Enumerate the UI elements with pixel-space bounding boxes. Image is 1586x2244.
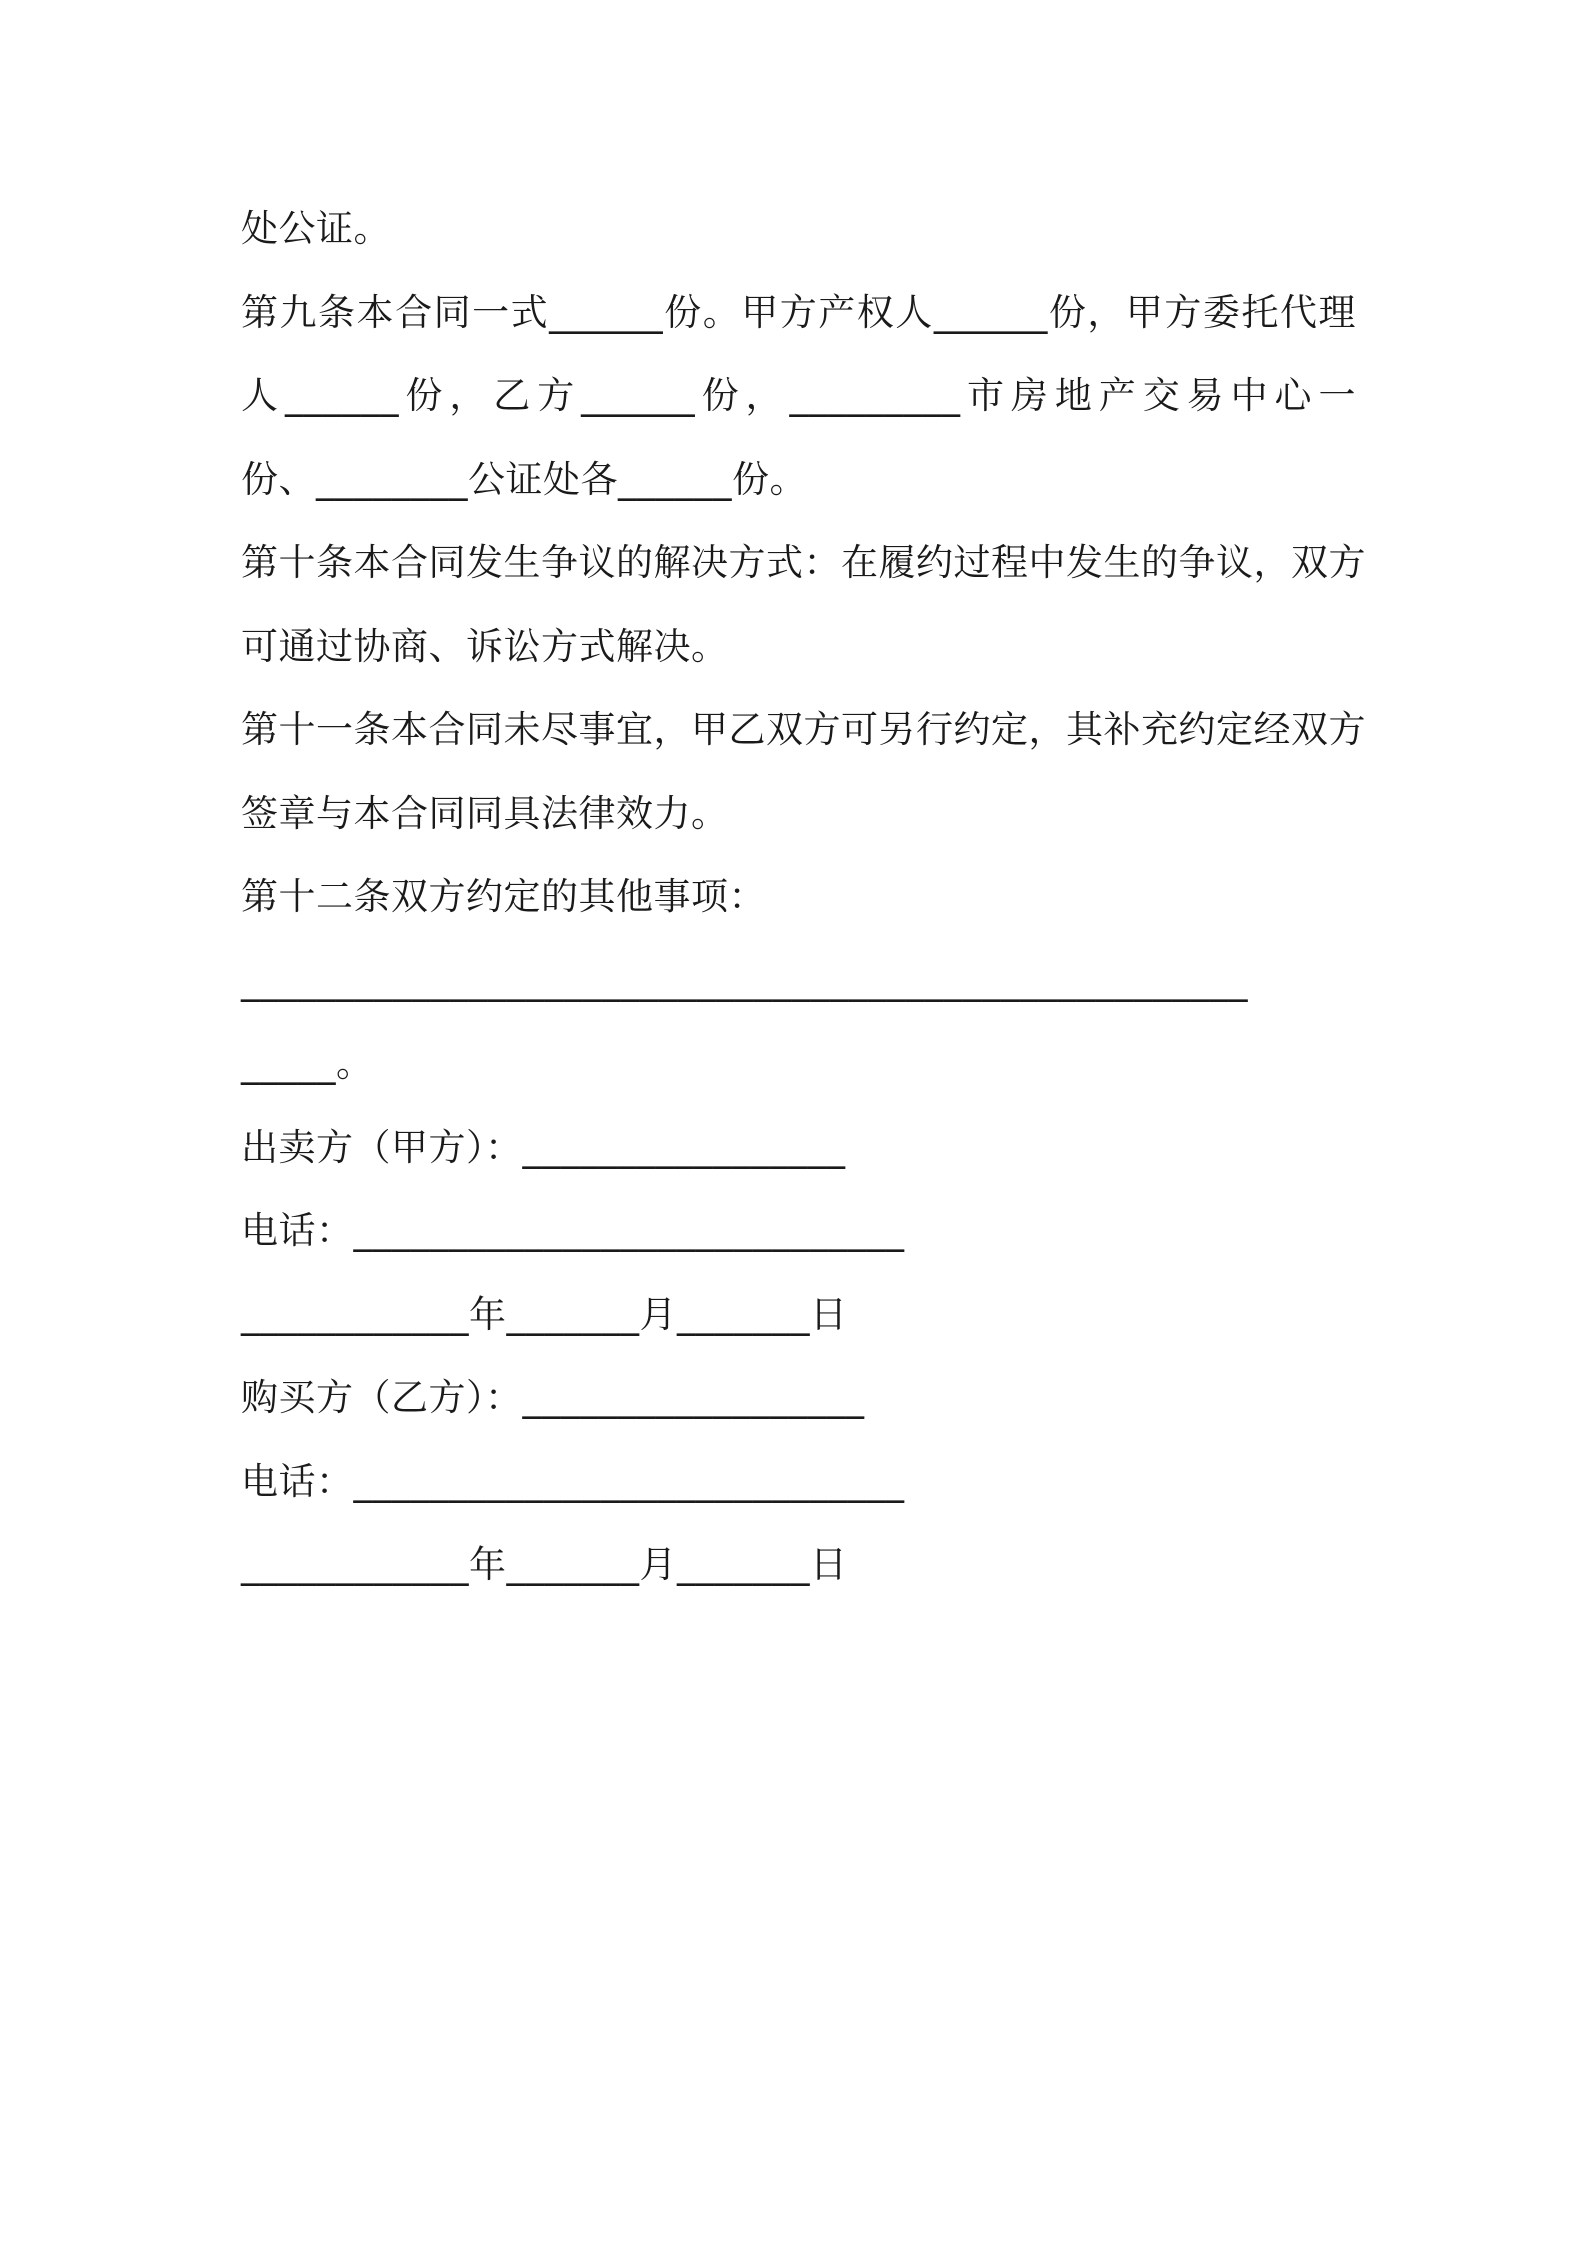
seller-date-line: ____________年_______月_______日 (241, 1293, 848, 1336)
seller-phone-line: 电话：_____________________________ (241, 1209, 905, 1252)
text-line: 份、________公证处各______份。 (241, 458, 807, 501)
text-line: 处公证。 (241, 207, 391, 250)
text-line: 第九条本合同一式______份。甲方产权人______份，甲方委托代理 (241, 291, 1356, 334)
blank-line-end: _____。 (241, 1042, 374, 1085)
text-line: 签章与本合同同具法律效力。 (241, 792, 729, 835)
seller-signature-line: 出卖方（甲方）：_________________ (241, 1126, 846, 1169)
text-line: 第十条本合同发生争议的解决方式：在履约过程中发生的争议，双方 (241, 541, 1366, 584)
blank-line: _____________________________________________________ (241, 959, 1248, 1002)
text-line: 人______份，乙方______份，_________市房地产交易中心一 (241, 374, 1356, 417)
text-line: 可通过协商、诉讼方式解决。 (241, 625, 729, 668)
text-line: 第十二条双方约定的其他事项： (241, 875, 766, 918)
buyer-phone-line: 电话：_____________________________ (241, 1460, 905, 1503)
text-line: 第十一条本合同未尽事宜，甲乙双方可另行约定，其补充约定经双方 (241, 708, 1366, 751)
buyer-date-line: ____________年_______月_______日 (241, 1543, 848, 1586)
buyer-signature-line: 购买方（乙方）：__________________ (241, 1376, 865, 1419)
